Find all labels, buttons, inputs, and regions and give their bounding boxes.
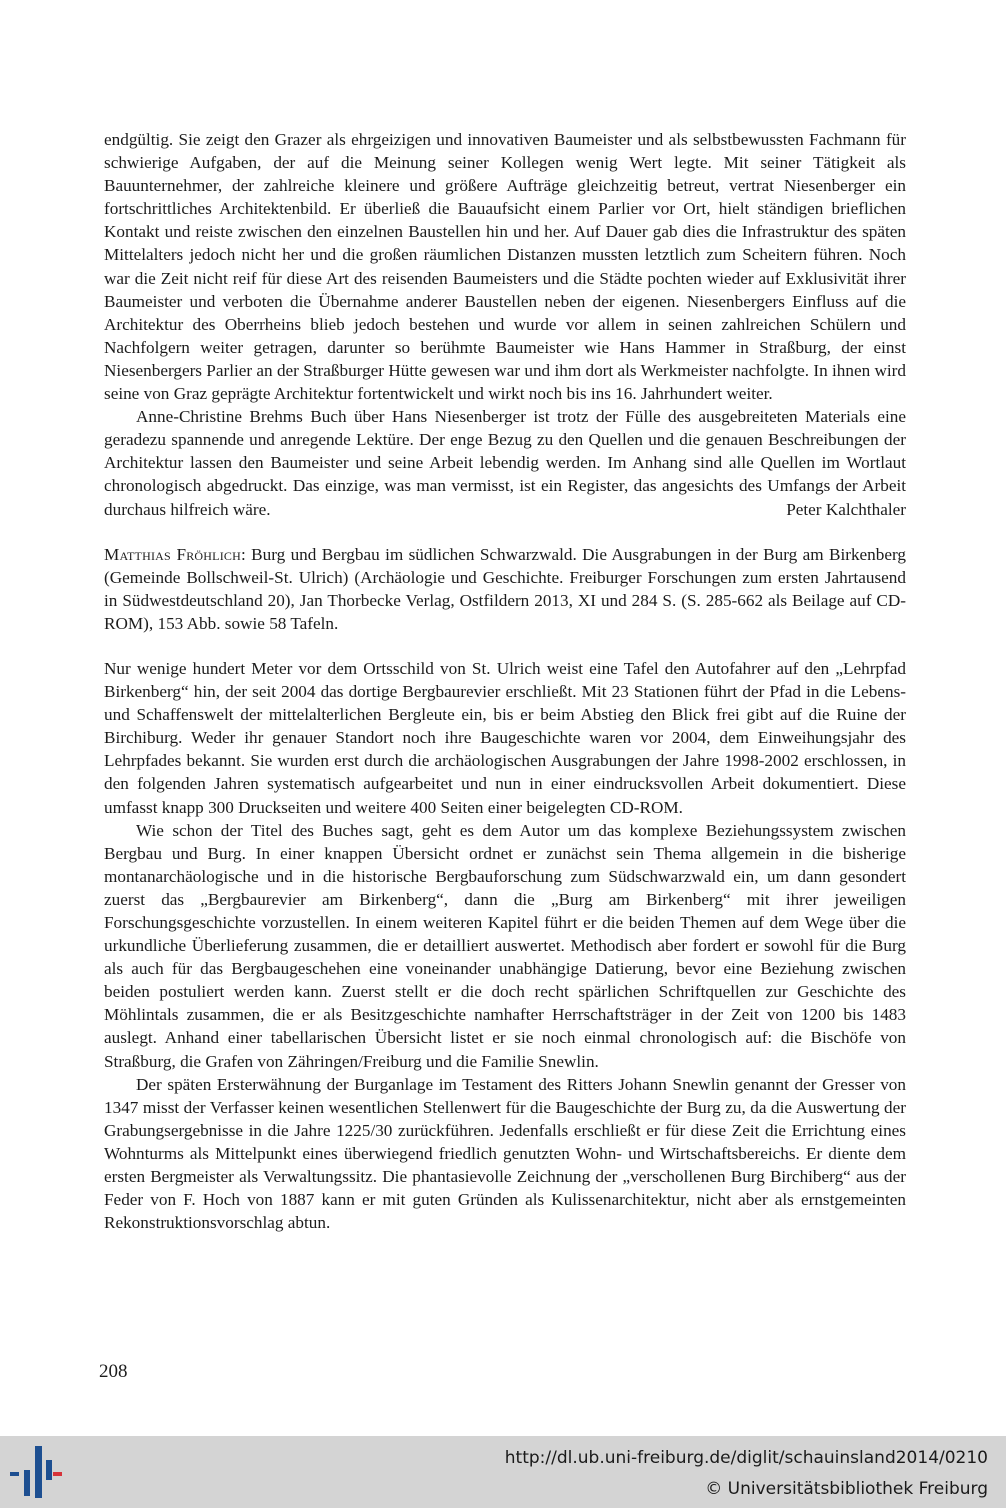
review1-paragraph-2: [104, 405, 906, 520]
footer-bar: [0, 1436, 1006, 1508]
footer-copyright: © Universitätsbibliothek Freiburg: [705, 1479, 988, 1499]
review2-paragraph-3: Der späten Ersterwähnung der Burganlage im Testament des Ritters Johann Snewlin genannt der Gresser von 1347 misst der Verfasser keinen wesentlichen Stellenwert für die Baugeschichte der Burg zu, da die Auswertung der Grabungsergebnisse in die Jahre 1225/30 zurückführen. Jedenfalls erschließt er für diese Zeit die Errichtung eines Wohnturms als Mittelpunkt eines überwiegend friedlich genutzten Wohn- und Wirtschaftsbereichs. Er diente dem ersten Bergmeister als Verwaltungssitz. Die phantasievolle Zeichnung der „verschollenen Burg Birchiberg“ aus der Feder von F. Hoch von 1887 kann er mit guten Gründen als Kulissenarchitektur, nicht aber als ernstgemeinten Rekonstruktionsvorschlag abtun.: [104, 1074, 906, 1233]
page-body: [104, 128, 906, 1234]
book-author: Matthias Fröhlich: [104, 544, 241, 564]
page-number: 208: [99, 1361, 128, 1382]
review2-paragraph-1: Nur wenige hundert Meter vor dem Ortsschild von St. Ulrich weist eine Tafel den Autofahrer auf den „Lehrpfad Birkenberg“ hin, der seit 2004 das dortige Bergbaurevier erschließt. Mit 23 Stationen führt der Pfad in die Lebens- und Schaffenswelt der mittelalterlichen Bergleute ein, bis er beim Abstieg den Blick frei gibt auf die Ruine der Birchiburg. Weder ihr genauer Standort noch ihre Baugeschichte waren vor 2004, dem Einweihungsjahr des Lehrpfades bekannt. Sie wurden erst durch die archäologischen Ausgrabungen der Jahre 1998-2002 erschlossen, in den folgenden Jahren systematisch aufgearbeitet und nun in einer eindrucksvollen Arbeit dokumentiert. Diese umfasst knapp 300 Druckseiten und weitere 400 Seiten einer beigelegten CD-ROM.: [104, 658, 906, 817]
review2-citation: [104, 543, 906, 635]
ub-freiburg-logo-icon: [10, 1446, 62, 1498]
book-citation: : Burg und Bergbau im südlichen Schwarzwald. Die Ausgrabungen in der Burg am Birkenberg (Gemeinde Bollschweil-St. Ulrich) (Archäologie und Geschichte. Freiburger Forschungen zum ersten Jahrtausend in Südwestdeutschland 20), Jan Thorbecke Verlag, Ostfildern 2013, XI und 284 S. (S. 285-662 als Beilage auf CD-ROM), 153 Abb. sowie 58 Tafeln.: [104, 544, 906, 633]
review2-paragraph-2: Wie schon der Titel des Buches sagt, geht es dem Autor um das komplexe Beziehungssystem zwischen Bergbau und Burg. In einer knappen Übersicht ordnet er zunächst sein Thema allgemein in die bisherige montanarchäologische und in die historische Bergbauforschung zum Südschwarzwald ein, um dann gesondert zuerst das „Bergbaurevier am Birkenberg“, dann die „Burg am Birkenberg“ mit ihrer jeweiligen Forschungsgeschichte vorzustellen. In einem weiteren Kapitel führt er die beiden Themen auf dem Wege über die urkundliche Überlieferung zusammen, die er detailliert auswertet. Methodisch aber fordert er sowohl für die Burg als auch für das Bergbaugeschehen eine voneinander unabhängige Datierung, bevor eine Beziehung zwischen beiden postuliert werden kann. Zuerst stellt er die doch recht spärlichen Schriftquellen zur Geschichte des Möhlintals zusammen, die er als Besitzgeschichte namhafter Herrschaftsträger in der Zeit von 1200 bis 1483 auslegt. Anhand einer tabellarischen Übersicht listet er sie noch einmal chronologisch auf: die Bischöfe von Straßburg, die Grafen von Zähringen/Freiburg und die Familie Snewlin.: [104, 820, 906, 1071]
footer-url-link[interactable]: http://dl.ub.uni-freiburg.de/diglit/schauinsland2014/0210: [504, 1448, 988, 1468]
review1-paragraph-2-text: Anne-Christine Brehms Buch über Hans Niesenberger ist trotz der Fülle des ausgebreiteten Materials eine geradezu spannende und anregende Lektüre. Der enge Bezug zu den Quellen und die genauen Beschreibungen der Architektur lassen den Baumeister und seine Arbeit lebendig werden. Im Anhang sind alle Quellen im Wortlaut chronologisch abgedruckt. Das einzige, was man vermisst, ist ein Register, das angesichts des Umfangs der Arbeit durchaus hilfreich wäre.: [104, 407, 906, 519]
review1-paragraph-1: endgültig. Sie zeigt den Grazer als ehrgeizigen und innovativen Baumeister und als selbstbewussten Fachmann für schwierige Aufgaben, der auf die Meinung seiner Kollegen wenig Wert legte. Mit seiner Tätigkeit als Bauunternehmer, der zahlreiche kleinere und größere Aufträge gleichzeitig betreut, vertrat Niesenberger ein fortschrittliches Architektenbild. Er überließ die Bauaufsicht einem Parlier vor Ort, hielt ständigen brieflichen Kontakt und reiste zwischen den einzelnen Baustellen hin und her. Auf Dauer gab dies die Infrastruktur des späten Mittelalters jedoch nicht her und die großen räumlichen Distanzen mussten letztlich zum Scheitern führen. Noch war die Zeit nicht reif für diese Art des reisenden Baumeisters und die Städte pochten wieder auf Exklusivität ihrer Baumeister und verboten die Übernahme anderer Baustellen neben der eigenen. Niesenbergers Einfluss auf die Architektur des Oberrheins blieb jedoch bestehen und wurde vor allem in seinen zahlreichen Schülern und Nachfolgern weiter getragen, darunter so berühmte Baumeister wie Hans Hammer in Straßburg, der einst Niesenbergers Parlier an der Straßburger Hütte gewesen war und ihm dort als Werkmeister nachfolgte. In ihnen wird seine von Graz geprägte Architektur fortentwickelt und wirkt noch bis ins 16. Jahrhundert weiter.: [104, 130, 906, 404]
reviewer-signature: Peter Kalchthaler: [786, 499, 906, 519]
